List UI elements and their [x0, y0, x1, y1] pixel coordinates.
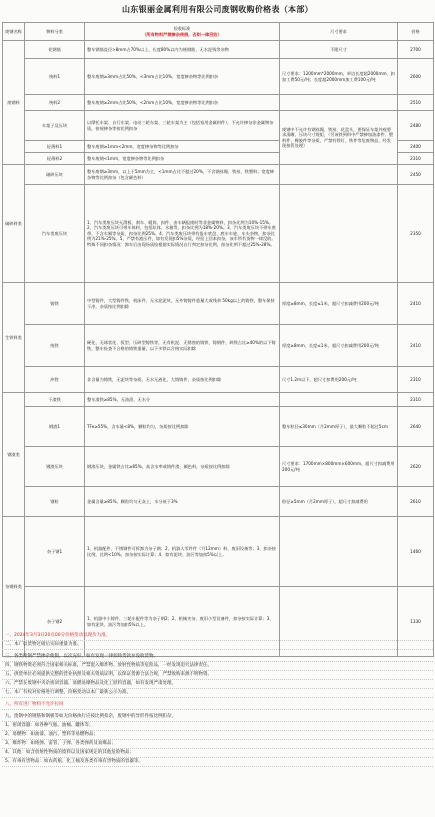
row-size: 不限尺寸 — [280, 41, 398, 59]
row-name: 统料1 — [25, 59, 85, 95]
row-size: 厚度≥8mm，长度≤1米，超尺寸扣减费用200元/吨 — [280, 325, 398, 367]
row-standard: 金属含量≥85%，颗粒均匀无灰土，水分低于3% — [85, 487, 280, 517]
row-standard: 1、机器配件、不锈钢件可拆卸为杂子钢；2、机器人零件件（月12mm）料、废旧设备等；3、扣杂按比例，比例<10%，扣杂按实际计算；4、如有泥块、油污等加扣5%以上。 — [85, 517, 280, 587]
row-price: 2410 — [398, 325, 434, 367]
row-price: 2410 — [398, 283, 434, 325]
table-header-row — [3, 23, 434, 41]
row-price: 1330 — [398, 587, 434, 657]
header-size: 尺寸要求 — [280, 23, 398, 41]
row-price: 2310 — [398, 367, 434, 393]
row-size: 尺寸要求：1700mm×800mm×600mm，超尺寸扣减费用200元/吨 — [280, 447, 398, 487]
row-price: 1460 — [398, 517, 434, 587]
row-standard: 整车废钢≥3mm占比50%，<3mm占比10%，宽度掺杂物等比例扣杂 — [85, 59, 280, 95]
table-row — [3, 325, 434, 367]
row-name: 铸铁 — [25, 283, 85, 325]
row-size — [280, 165, 398, 185]
row-size — [280, 517, 398, 587]
note-item: 4、其他：如含放射性物质的废料以及国家规定的其他危险物品； — [2, 749, 433, 758]
note-item: 1、密闭容器：如各种气瓶、油桶、罐体等； — [2, 722, 433, 731]
page-title: 山东银丽金属利用有限公司废钢收购价格表（本部） — [122, 5, 313, 14]
row-standard: 1、机器中小铸件、三轮车配件等为杂子钢2；2、机械夹杂、废旧小型设备件，扣杂按实际计算；3、如有泥块、油污等加扣5%以上。 — [85, 587, 280, 657]
note-item: 八、所有进厂物料不允许拉回 — [2, 701, 433, 710]
header-standard-label: 验收标准 — [173, 26, 191, 32]
row-size: 厚度≥8mm，长度≤1米，超尺寸扣减费用200元/吨 — [280, 283, 398, 325]
note-item: 5、有毒有害物品：如农药瓶、化工桶及各类有毒有害物质的容器等。 — [2, 758, 433, 767]
header-name: 物料分类 — [25, 23, 85, 41]
header-price: 价格 — [398, 23, 434, 41]
row-name: 汽车类废压块 — [25, 185, 85, 283]
row-size: 尺寸1.2m以下，超尺寸扣费用200元/吨 — [280, 367, 398, 393]
table-row — [3, 447, 434, 487]
row-name: 钢渣压块 — [25, 447, 85, 487]
note-item: 3、爆炸物：如炮弹、雷管、子弹、各类弹药及易爆品； — [2, 740, 433, 749]
row-name: 轻薄料1 — [25, 141, 85, 153]
row-size — [280, 185, 398, 283]
row-standard: 整车渣铁≥85%，无油渍，无水分 — [85, 393, 280, 407]
row-standard: 整车废钢≥3mm，以上于5mm为主，<1mm占比不超过20%，不含钢丝绳、铁丝、铁塑料；宽度掺杂物等比例扣杂（包含颜色料） — [85, 165, 280, 185]
note-item: 2、易燃物：如油漆、油污、塑料等易燃物品； — [2, 731, 433, 740]
row-price: 2700 — [398, 41, 434, 59]
row-price: 2310 — [398, 393, 434, 407]
group-casting: 生铁料类 — [3, 283, 25, 393]
group-broken-steel: 破碎料类 — [3, 165, 25, 283]
note-item: 一、2024年3月3日20点00分价格变动以现价为准。 — [2, 632, 433, 641]
group-mixed: 杂钢料类 — [3, 517, 25, 657]
row-price: 2450 — [398, 165, 434, 185]
table-row — [3, 517, 434, 587]
row-standard: 1、汽车类废压块无滑板、刹车、辊筒、扣件、由车辆报废时等非金属物料，扣杂比例为10%-15%。2、汽车类废压块可带车体料，包括缸体、水箱等，扣杂比例为18%-20%。3、汽车类废压块不带车底带，不含车厢等杂质，扣杂比例25%。4、汽车类废压块带有报车底盘、底车车轮、车头杂物，扣杂比例为21%-25%。5、严禁有液压件，如有发现扣5%杂质，经验上回本扣杂，该车所有货物一律没收。特殊不同扣杂情况：卸车后由现场质检根据实际情况自行判定扣杂比例，扣杂比例不超过25%-28%。 — [85, 185, 280, 283]
row-name: 车架子及压块 — [25, 111, 85, 141]
row-size — [280, 393, 398, 407]
table-row — [3, 95, 434, 111]
table-row — [3, 367, 434, 393]
table-row — [3, 283, 434, 325]
row-name: 钢粒 — [25, 487, 85, 517]
row-standard: 整车钢筋直径>8mm占70%以上，长度80%以内为统钢筋，无水泥残等杂物 — [85, 41, 280, 59]
row-price: 2640 — [398, 407, 434, 447]
table-row — [3, 59, 434, 95]
note-item: 五、供货单位必须提供完整的营业执照及相关资质证明，以保证货源合法合规，严禁收购来源不明物资。 — [2, 671, 433, 680]
table-row — [3, 407, 434, 447]
table-row — [3, 393, 434, 407]
row-name: 轻薄料2 — [25, 153, 85, 165]
group-scrap-steel: 废钢料 — [3, 41, 25, 165]
group-steel-chips: 钢渣类 — [3, 393, 25, 517]
note-item: 六、严禁在废钢中夹杂密闭容器、易燃易爆物品及化工原料容器，如有发现严肃处理。 — [2, 680, 433, 689]
row-standard: 中型铸件，大型铸件铁、机床件，无水泥泥块，无外铸铸件重量大或残余 50kg以上的铸铁，整车保持干净，杂质按比例扣除 — [85, 283, 280, 325]
header-category: 废钢名称 — [3, 23, 25, 41]
row-name: 杂子钢2 — [25, 587, 85, 657]
row-name: 冲铁 — [25, 367, 85, 393]
row-standard: 整车废钢≥2mm占比50%，<2mm占比10%，宽度掺杂物等比例扣杂 — [85, 95, 280, 111]
row-price: 2600 — [398, 59, 434, 95]
row-price: 2480 — [398, 111, 434, 141]
price-table — [2, 22, 434, 657]
row-size: 整车粒径≤30mm（月2mm厚子），最大颗粒不超过5cm — [280, 407, 398, 447]
row-price: 2510 — [398, 95, 434, 111]
header-standard — [85, 23, 280, 41]
row-name: 杂子钢1 — [25, 517, 85, 587]
row-standard: 硬化、无球状化、扳型、压碎型铸铁等，无有机泥、无锈蚀的铸铁、铸钢件，碎铁占比≥40%的以下铸铁，整车检查不合格的铸铁重量，以下多铁以合格实际扣除 — [85, 325, 280, 367]
row-price: 2400 — [398, 141, 434, 153]
table-row — [3, 165, 434, 185]
row-price: 2350 — [398, 185, 434, 283]
note-item: 三、各类废钢严禁掺杂使假，以次充好，如有发现一律扣除货款并没收货物。 — [2, 653, 433, 662]
row-standard: 以摩托车架、自行车架、电动三轮车架、三轮车架为主（包括家用金属料件），不允许掺杂非金属物杂质，按规掺杂等按比例扣杂 — [85, 111, 280, 141]
notes-section — [2, 632, 433, 767]
header-standard-warning: （所有物料严禁掺杂使假，否则一律没收） — [142, 31, 222, 37]
row-name: 统料2 — [25, 95, 85, 111]
table-row — [3, 487, 434, 517]
row-price: 2310 — [398, 153, 434, 165]
row-price: 2620 — [398, 447, 434, 487]
row-size: 粒径≥5mm（月2mm厚子），超尺寸扣减费用 — [280, 487, 398, 517]
row-standard: 整车废钢<1mm，宽度掺杂物等比例扣杂 — [85, 153, 280, 165]
table-row — [3, 111, 434, 141]
note-item: 四、钢铁物资必须符合国家相关标准，严禁混入爆炸物、放射性物质等危险品，一经发现追究法律责任。 — [2, 662, 433, 671]
table-row — [3, 185, 434, 283]
row-name: 破碎压块 — [25, 165, 85, 185]
note-item: 二、本厂以货物过磅后实际重量为准。 — [2, 641, 433, 650]
note-item: 七、本厂有权对价格进行调整，价格变动以本厂最新公示为准。 — [2, 689, 433, 698]
row-name: 统铁 — [25, 325, 85, 367]
row-standard: 钢渣压块，金属铁占比≥85%，高含水率或铸件渣、颜色料，杂质按比例扣除 — [85, 447, 280, 487]
note-item: 九、废钢中的钢筋和钢板等如无价格执行应按比例扣杂，废钢中的异形件按比例扣杂。 — [2, 713, 433, 722]
table-row — [3, 41, 434, 59]
row-name: 干渣铁 — [25, 393, 85, 407]
row-size: 尺寸要求：1200mm*2000mm，单边长度超2000mm、扣加工费50元/吨；长度超2000mm加工费100元/吨 — [280, 59, 398, 95]
row-size — [280, 95, 398, 111]
row-standard: 整车废钢≥1mm<2mm，宽度掺杂物等比例扣杂 — [85, 141, 280, 153]
row-price: 2610 — [398, 487, 434, 517]
row-size: 废钢中不允许有钢丝绳、铁丝、花盘头，要保证车架外观要求清晰、压块尺寸规矩，（另该铁到料中严禁掺加油漆件、塑料件、橡胶件等杂质，严禁有铁钉、铁件等危废物品，经发现按罚处理） — [280, 111, 398, 165]
row-name: 钢渣1 — [25, 407, 85, 447]
row-standard: TFe≥55%，含水量<8%，颗粒均匀，杂质按比例扣除 — [85, 407, 280, 447]
row-standard: 非含量为铸铁，无泥块等杂质，无水无液化，大铸铸件，杂质按比例扣除 — [85, 367, 280, 393]
row-name: 花钢筋 — [25, 41, 85, 59]
